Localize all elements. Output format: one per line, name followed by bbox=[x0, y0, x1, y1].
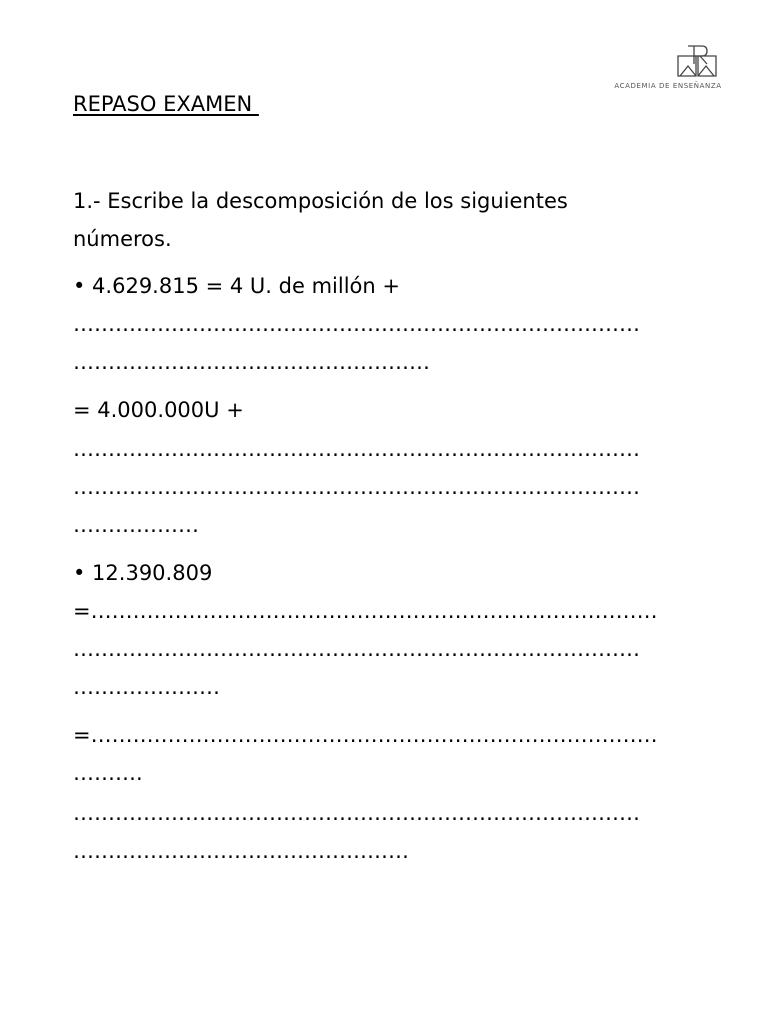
answer-blank: ……………………………………………………………………… bbox=[73, 312, 640, 336]
question-line: 1.- Escribe la descomposición de los siguientes bbox=[73, 189, 568, 213]
answer-blank: ……………………………………………………………………… bbox=[73, 801, 640, 825]
answer-blank: ……………… bbox=[73, 513, 199, 537]
academy-logo bbox=[612, 42, 724, 92]
number-item: • 4.629.815 = 4 U. de millón + bbox=[73, 274, 400, 298]
answer-blank: ……………………………………………………………………… bbox=[73, 637, 640, 661]
answer-blank: ……………………………………………………………………… bbox=[73, 475, 640, 499]
open-book-icon bbox=[674, 42, 720, 80]
logo-caption: ACADEMIA DE ENSEÑANZA bbox=[614, 82, 722, 90]
question-line: números. bbox=[73, 227, 172, 251]
answer-blank: =……………………………………………………………………… bbox=[73, 723, 658, 747]
page-title: REPASO EXAMEN bbox=[73, 92, 259, 116]
answer-line: = 4.000.000U + bbox=[73, 398, 244, 422]
answer-blank: …………………………………………… bbox=[73, 350, 430, 374]
answer-blank: ………. bbox=[73, 761, 143, 785]
answer-blank: ………………………………………… bbox=[73, 839, 409, 863]
answer-blank: ……………………………………………………………………… bbox=[73, 437, 640, 461]
number-item: • 12.390.809 bbox=[73, 561, 213, 585]
answer-blank: =……………………………………………………………………… bbox=[73, 599, 658, 623]
answer-blank: ………………… bbox=[73, 675, 220, 699]
